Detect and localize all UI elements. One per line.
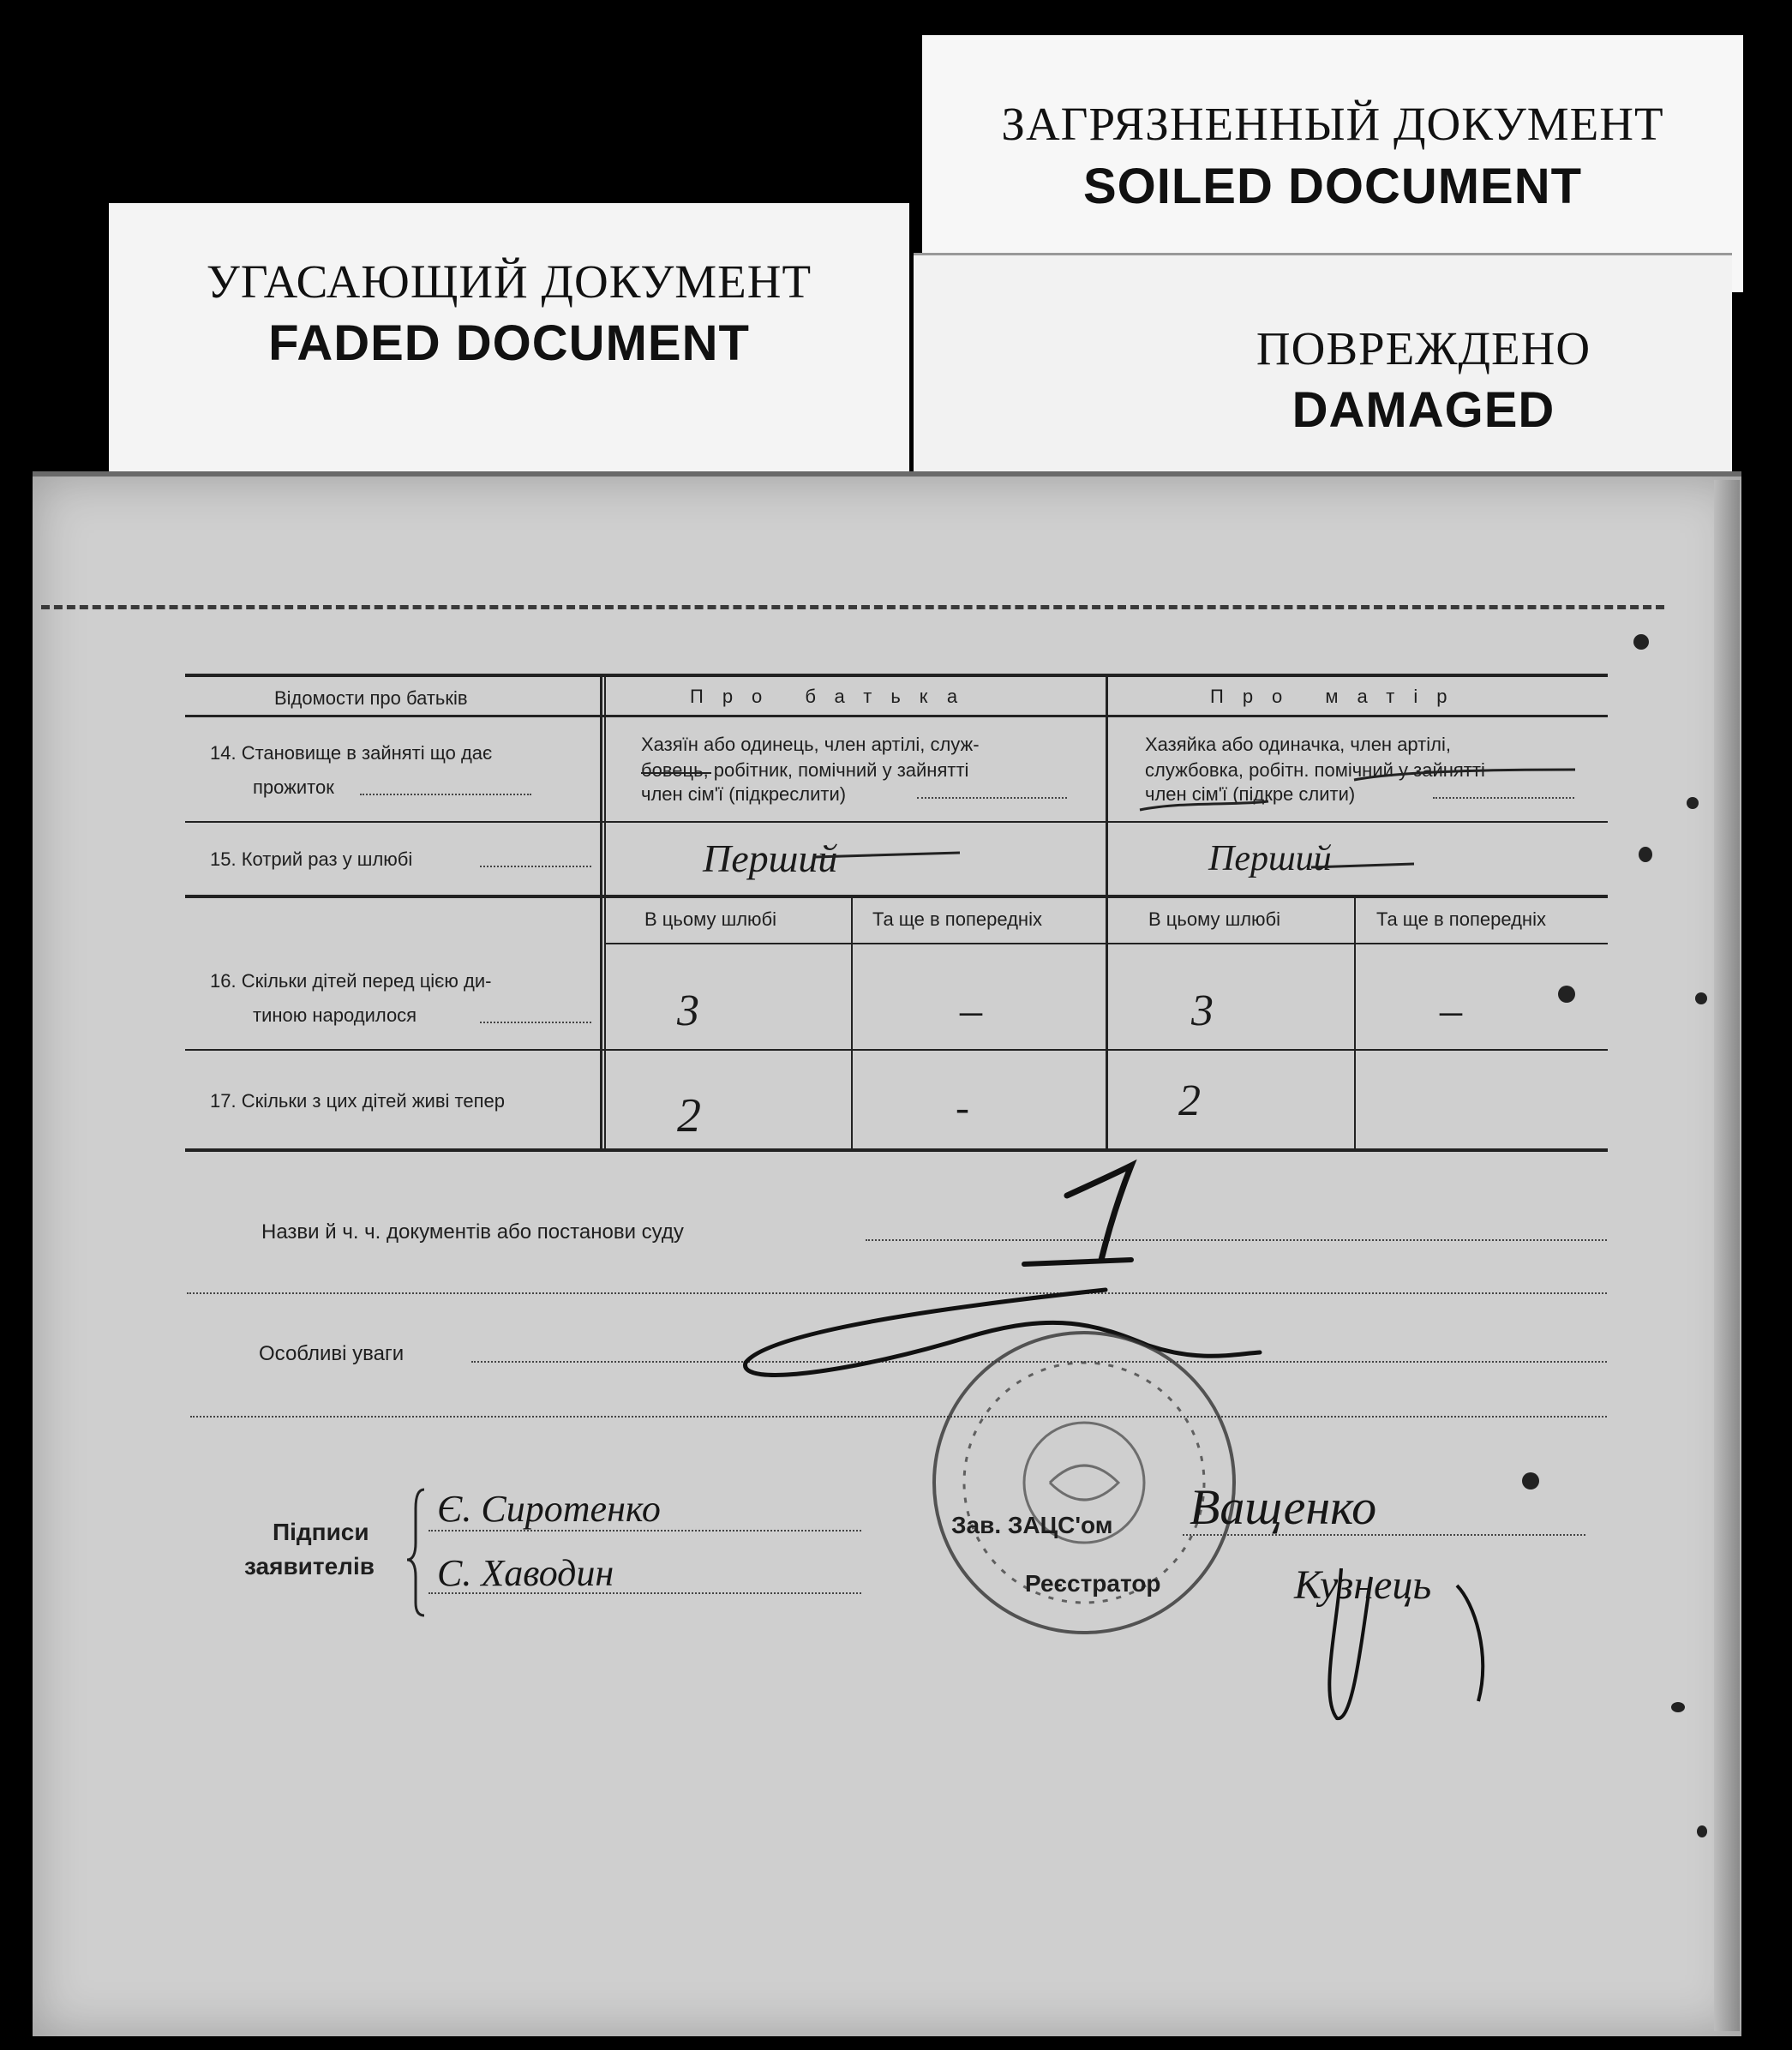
- row14-label-1: 14. Становище в зайняті що дає: [210, 742, 493, 764]
- row15-label: 15. Котрий раз у шлюбі: [210, 848, 413, 870]
- row16-mother-this: 3: [1191, 986, 1214, 1035]
- damage-spot: [1522, 1472, 1539, 1490]
- header-father: Про батька: [690, 686, 977, 707]
- faded-card-russian: УГАСАЮЩИЙ ДОКУМЕНТ: [206, 255, 812, 308]
- header-parents-info: Відомости про батьків: [274, 687, 468, 709]
- row15-father-value: Перший: [703, 836, 838, 880]
- damage-spot: [1697, 1825, 1707, 1837]
- sub-mother-prev: Та ще в попередніх: [1376, 908, 1546, 930]
- row14-father-3: член сім'ї (підкреслити): [641, 783, 847, 805]
- documents-label: Назви й ч. ч. документів або постанови суду: [261, 1220, 684, 1244]
- row14-mother-3: член сім'ї (підкре слити): [1145, 783, 1356, 805]
- sub-mother-this: В цьому шлюбі: [1148, 908, 1281, 930]
- row17-mother-this: 2: [1178, 1076, 1201, 1125]
- remarks-label: Особливі уваги: [259, 1342, 405, 1365]
- applicants-label-2: заявителів: [244, 1553, 375, 1579]
- head-of-registry-signature: Ващенко: [1190, 1479, 1377, 1535]
- sub-father-prev: Та ще в попередніх: [872, 908, 1042, 930]
- row16-father-prev: –: [960, 986, 982, 1035]
- damaged-card-english: DAMAGED: [1292, 382, 1555, 438]
- damaged-card-russian: ПОВРЕЖДЕНО: [1256, 322, 1591, 375]
- damage-spot: [1671, 1702, 1685, 1712]
- row15-mother-value: Перший: [1208, 839, 1332, 878]
- row16-mother-prev: –: [1440, 986, 1462, 1035]
- row14-mother-2: службовка, робітн. помічний у зайнятті: [1145, 759, 1485, 781]
- applicant-1-signature: Є. Сиротенко: [437, 1488, 661, 1530]
- sub-father-this: В цьому шлюбі: [644, 908, 777, 930]
- damage-spot: [1695, 992, 1707, 1004]
- registrar-label: Реєстратор: [1025, 1570, 1161, 1597]
- applicants-label-1: Підписи: [273, 1519, 369, 1545]
- row14-father-1: Хазяїн або одинець, член артілі, служ-: [641, 734, 980, 755]
- damage-spot: [1639, 847, 1652, 862]
- soiled-card-russian: ЗАГРЯЗНЕННЫЙ ДОКУМЕНТ: [1001, 98, 1664, 150]
- faded-card-english: FADED DOCUMENT: [268, 315, 750, 371]
- damage-spot: [1687, 797, 1699, 809]
- soiled-card-english: SOILED DOCUMENT: [1082, 159, 1583, 214]
- header-mother: Про матір: [1210, 686, 1466, 707]
- applicant-1-line: [429, 1530, 861, 1532]
- row14-father-2: бовець, робітник, помічний у зайнятті: [641, 759, 969, 781]
- head-of-registry-label: Зав. ЗАЦС'ом: [951, 1512, 1113, 1538]
- row17-father-prev: -: [956, 1085, 969, 1130]
- row16-father-this: 3: [677, 986, 699, 1035]
- row16-label-2: тиною народилося: [253, 1004, 417, 1026]
- damage-spot: [1633, 634, 1649, 650]
- row17-label: 17. Скільки з цих дітей живі тепер: [210, 1090, 505, 1112]
- applicant-2-line: [429, 1592, 861, 1594]
- row14-mother-1: Хазяйка або одиначка, член артілі,: [1145, 734, 1451, 755]
- row17-father-this: 2: [677, 1089, 701, 1142]
- row16-label-1: 16. Скільки дітей перед цією ди-: [210, 970, 492, 992]
- applicant-2-signature: С. Хаводин: [437, 1552, 614, 1594]
- row14-label-2: прожиток: [253, 776, 334, 798]
- registrar-signature: Кузнець: [1294, 1562, 1432, 1608]
- damage-spot: [1558, 986, 1575, 1003]
- head-signature-line: [1183, 1534, 1585, 1536]
